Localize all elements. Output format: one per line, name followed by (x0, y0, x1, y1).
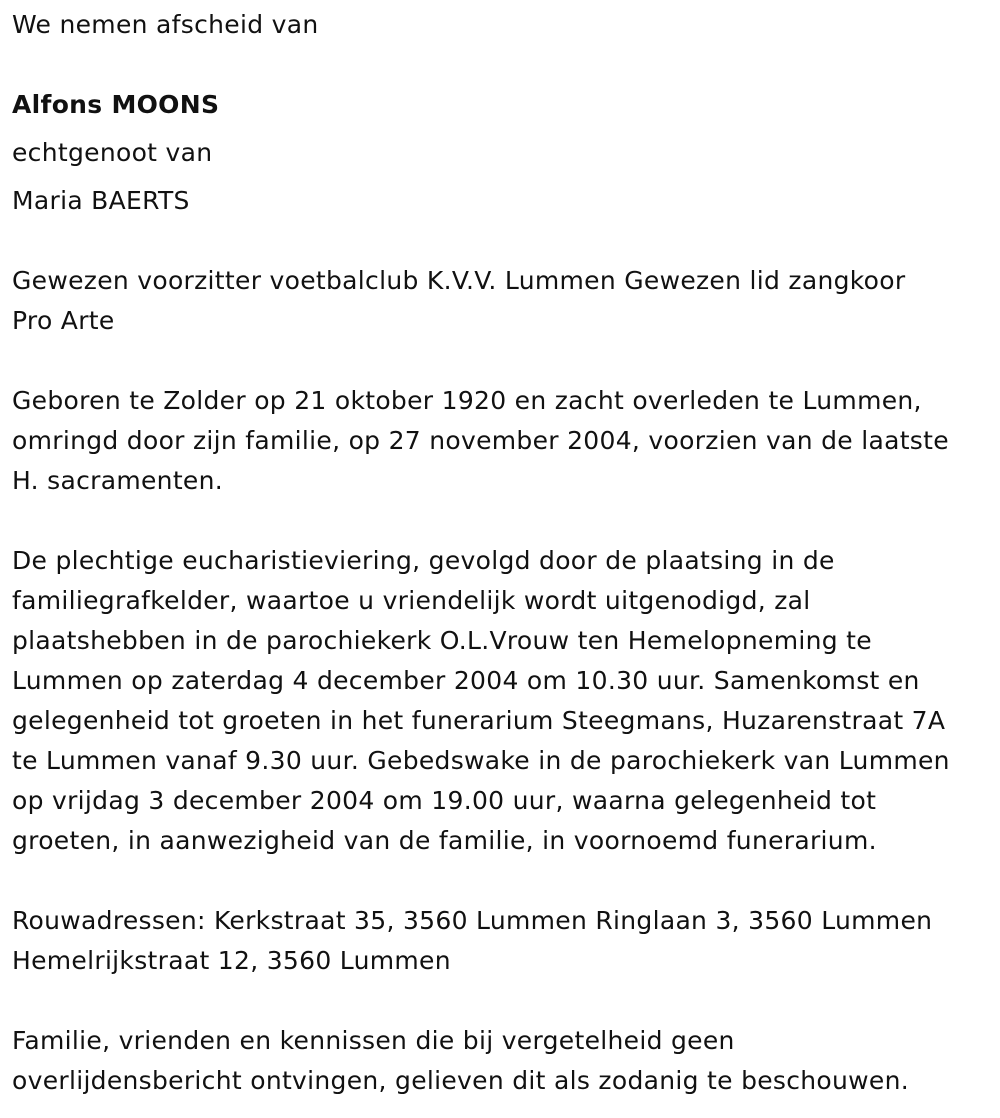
ceremony-line: Lummen op zaterdag 4 december 2004 om 10.30 uur. Samenkomst en (12, 666, 920, 695)
birth-death-line: omringd door zijn familie, op 27 november 2004, voorzien van de laatste (12, 426, 949, 455)
roles-paragraph (12, 261, 905, 341)
address-line: Hemelrijkstraat 12, 3560 Lummen (12, 946, 451, 975)
closing-paragraph (12, 1021, 909, 1101)
address-line: Rouwadressen: Kerkstraat 35, 3560 Lummen Ringlaan 3, 3560 Lummen (12, 906, 933, 935)
ceremony-line: familiegrafkelder, waartoe u vriendelijk wordt uitgenodigd, zal (12, 586, 811, 615)
deceased-name: Alfons MOONS (12, 90, 220, 119)
roles-line: Gewezen voorzitter voetbalclub K.V.V. Lummen Gewezen lid zangkoor (12, 266, 906, 295)
birth-death-paragraph (12, 381, 949, 501)
closing-line: Familie, vrienden en kennissen die bij vergetelheid geen (12, 1026, 735, 1055)
ceremony-line: te Lummen vanaf 9.30 uur. Gebedswake in de parochiekerk van Lummen (12, 746, 950, 775)
ceremony-line: gelegenheid tot groeten in het funerarium Steegmans, Huzarenstraat 7A (12, 706, 946, 735)
ceremony-paragraph (12, 541, 950, 861)
addresses-paragraph (12, 901, 932, 981)
closing-line: overlijdensbericht ontvingen, gelieven dit als zodanig te beschouwen. (12, 1066, 909, 1095)
ceremony-line: plaatshebben in de parochiekerk O.L.Vrouw ten Hemelopneming te (12, 626, 872, 655)
ceremony-line: De plechtige eucharistieviering, gevolgd door de plaatsing in de (12, 546, 835, 575)
birth-death-line: Geboren te Zolder op 21 oktober 1920 en zacht overleden te Lummen, (12, 386, 922, 415)
intro-text: We nemen afscheid van (12, 10, 319, 39)
ceremony-line: op vrijdag 3 december 2004 om 19.00 uur, waarna gelegenheid tot (12, 786, 877, 815)
ceremony-line: groeten, in aanwezigheid van de familie, in voornoemd funerarium. (12, 826, 877, 855)
spouse-name: Maria BAERTS (12, 186, 190, 215)
birth-death-line: H. sacramenten. (12, 466, 223, 495)
relation-text: echtgenoot van (12, 138, 213, 167)
roles-line: Pro Arte (12, 306, 115, 335)
